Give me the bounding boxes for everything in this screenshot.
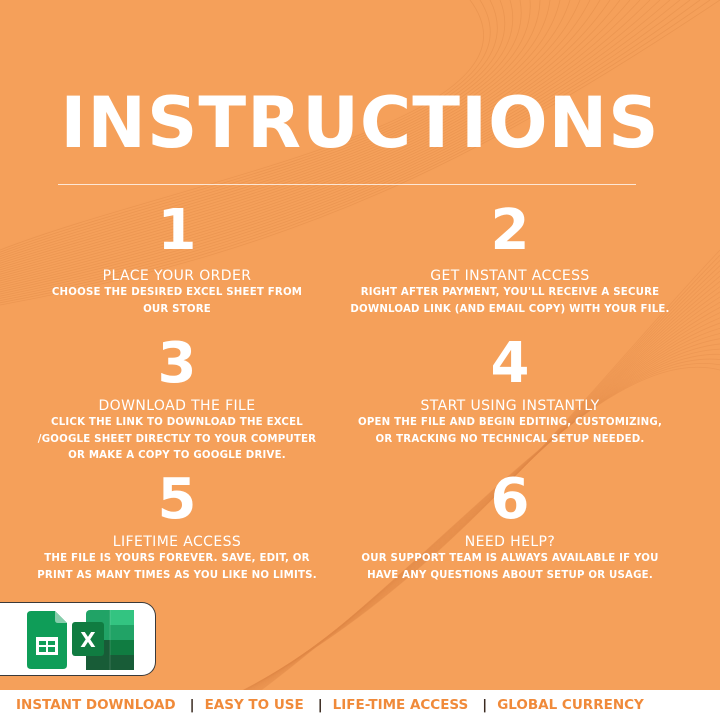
step-heading: START USING INSTANTLY: [420, 398, 600, 414]
step-description-line: RIGHT AFTER PAYMENT, YOU'LL RECEIVE A SECURE: [360, 287, 660, 298]
step-2: [350, 200, 670, 318]
step-description-line: OR TRACKING NO TECHNICAL SETUP NEEDED.: [375, 433, 645, 445]
footer-separator: |: [317, 697, 323, 713]
step-description-line: THE FILE IS YOURS FOREVER. SAVE, EDIT, OR: [44, 553, 310, 564]
step-1: [17, 200, 337, 318]
footer-item-lifetime-access: LIFE-TIME ACCESS: [332, 697, 469, 713]
step-description-line: DOWNLOAD LINK (AND EMAIL COPY) WITH YOUR FILE.: [350, 303, 670, 315]
app-icons-badge: [0, 602, 156, 676]
step-number: 5: [157, 467, 197, 532]
step-heading: DOWNLOAD THE FILE: [98, 398, 256, 414]
step-heading: NEED HELP?: [464, 534, 556, 550]
step-number: 4: [490, 331, 530, 396]
step-description-line: OPEN THE FILE AND BEGIN EDITING, CUSTOMIZING,: [357, 417, 663, 428]
footer-item-global-currency: GLOBAL CURRENCY: [497, 697, 644, 713]
footer-separator: |: [482, 697, 488, 713]
feature-footer-bar: [0, 690, 720, 720]
step-number: 6: [490, 467, 530, 532]
title-divider: [58, 184, 636, 185]
step-description-line: PRINT AS MANY TIMES AS YOU LIKE NO LIMITS.: [37, 569, 317, 581]
footer-separator: |: [189, 697, 195, 713]
step-description-line: OUR STORE: [143, 303, 211, 315]
footer-item-easy-to-use: EASY TO USE: [204, 697, 304, 713]
step-6: [350, 469, 670, 584]
google-sheets-icon: [27, 611, 67, 669]
step-description-line: CLICK THE LINK TO DOWNLOAD THE EXCEL: [51, 417, 303, 428]
step-heading: LIFETIME ACCESS: [112, 534, 242, 550]
step-4: [350, 333, 670, 448]
step-description-line: CHOOSE THE DESIRED EXCEL SHEET FROM: [51, 287, 303, 298]
microsoft-excel-icon: [72, 610, 134, 670]
step-number: 1: [157, 198, 197, 263]
excel-icon-letter: X: [80, 628, 96, 652]
step-heading: GET INSTANT ACCESS: [430, 268, 590, 284]
step-number: 3: [157, 331, 197, 396]
step-description-line: HAVE ANY QUESTIONS ABOUT SETUP OR USAGE.: [367, 569, 653, 581]
step-number: 2: [490, 198, 530, 263]
footer-item-instant-download: INSTANT DOWNLOAD: [16, 697, 176, 713]
step-5: [17, 469, 337, 584]
step-description-line: OR MAKE A COPY TO GOOGLE DRIVE.: [68, 450, 286, 461]
step-description-line: /GOOGLE SHEET DIRECTLY TO YOUR COMPUTER: [37, 433, 317, 445]
page-title: INSTRUCTIONS: [60, 82, 660, 164]
step-heading: PLACE YOUR ORDER: [102, 268, 252, 284]
step-3: [17, 333, 337, 465]
step-description-line: OUR SUPPORT TEAM IS ALWAYS AVAILABLE IF YOU: [361, 553, 659, 564]
